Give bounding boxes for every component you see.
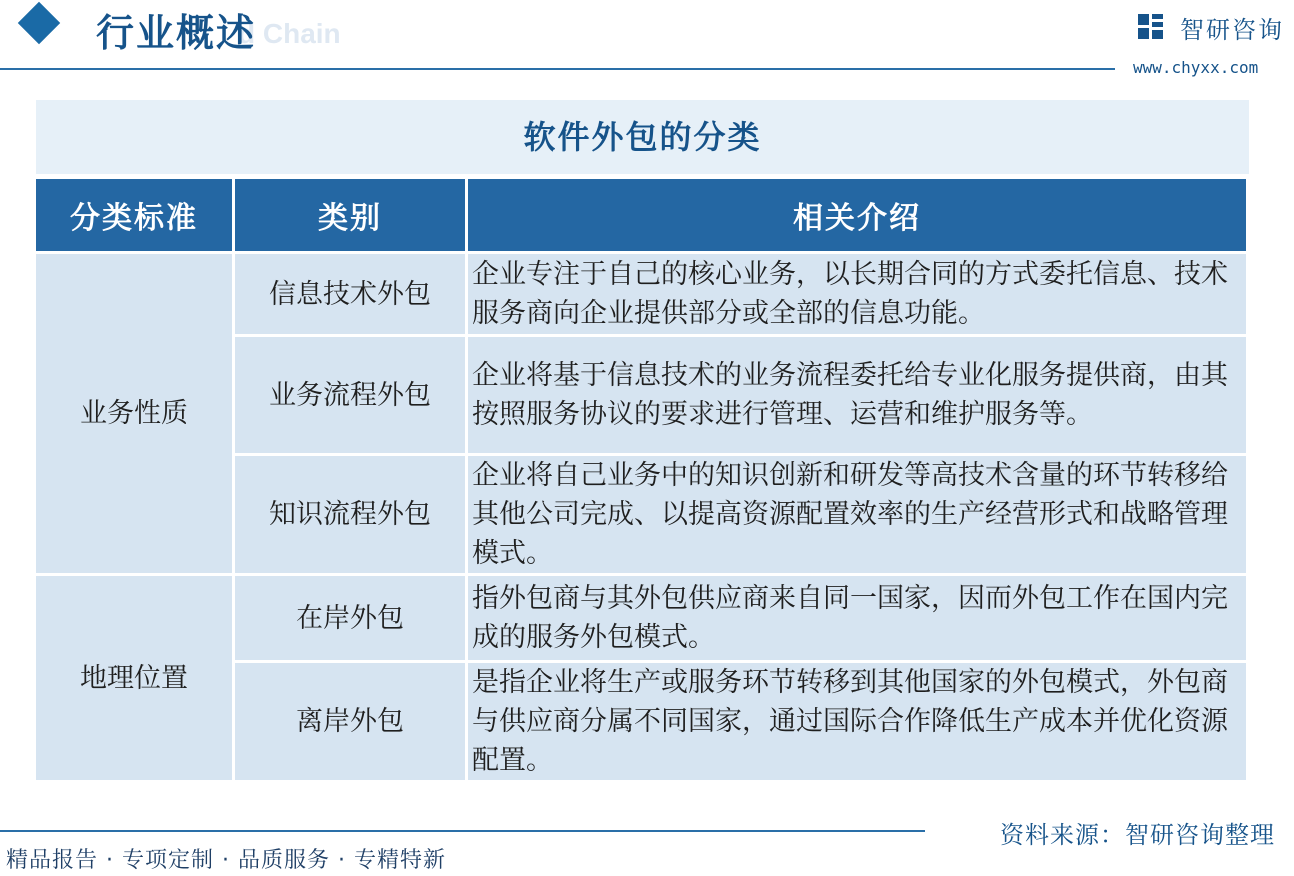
column-header-category: 类别: [235, 179, 465, 251]
description-cell: 指外包商与其外包供应商来自同一国家，因而外包工作在国内完成的服务外包模式。: [468, 576, 1246, 660]
source-note: 资料来源：智研咨询整理: [1000, 821, 1275, 849]
column-header-description: 相关介绍: [468, 179, 1246, 251]
category-cell: 业务流程外包: [235, 337, 465, 453]
category-cell: 在岸外包: [235, 576, 465, 660]
classification-table: [33, 176, 1249, 783]
header-divider: [0, 68, 1115, 70]
footer-slogan: 精品报告 · 专项定制 · 品质服务 · 专精特新: [6, 848, 446, 873]
table-row: [36, 254, 1246, 334]
section-title: 行业概述: [96, 11, 257, 55]
criterion-cell: 业务性质: [36, 254, 232, 573]
criterion-cell: 地理位置: [36, 576, 232, 780]
description-cell: 是指企业将生产或服务环节转移到其他国家的外包模式，外包商与供应商分属不同国家，通过国际合作降低生产成本并优化资源配置。: [468, 663, 1246, 780]
table-header-row: [36, 179, 1246, 251]
diamond-icon: [18, 2, 60, 44]
logo-name: 智研咨询: [1180, 16, 1284, 44]
description-cell: 企业将基于信息技术的业务流程委托给专业化服务提供商，由其按照服务协议的要求进行管理、运营和维护服务等。: [468, 337, 1246, 453]
category-cell: 知识流程外包: [235, 456, 465, 573]
watermark-text: d Chain: [238, 18, 341, 49]
page-header: [0, 0, 1294, 80]
logo-url[interactable]: www.chyxx.com: [1133, 58, 1259, 77]
category-cell: 离岸外包: [235, 663, 465, 780]
table-title: 软件外包的分类: [36, 100, 1249, 174]
table-row: [36, 576, 1246, 660]
column-header-criterion: 分类标准: [36, 179, 232, 251]
category-cell: 信息技术外包: [235, 254, 465, 334]
description-cell: 企业专注于自己的核心业务，以长期合同的方式委托信息、技术服务商向企业提供部分或全部的信息功能。: [468, 254, 1246, 334]
classification-table-container: [36, 100, 1249, 783]
footer-divider: [0, 830, 925, 832]
description-cell: 企业将自己业务中的知识创新和研发等高技术含量的环节转移给其他公司完成、以提高资源配置效率的生产经营形式和战略管理模式。: [468, 456, 1246, 573]
logo-icon: [1136, 12, 1166, 42]
